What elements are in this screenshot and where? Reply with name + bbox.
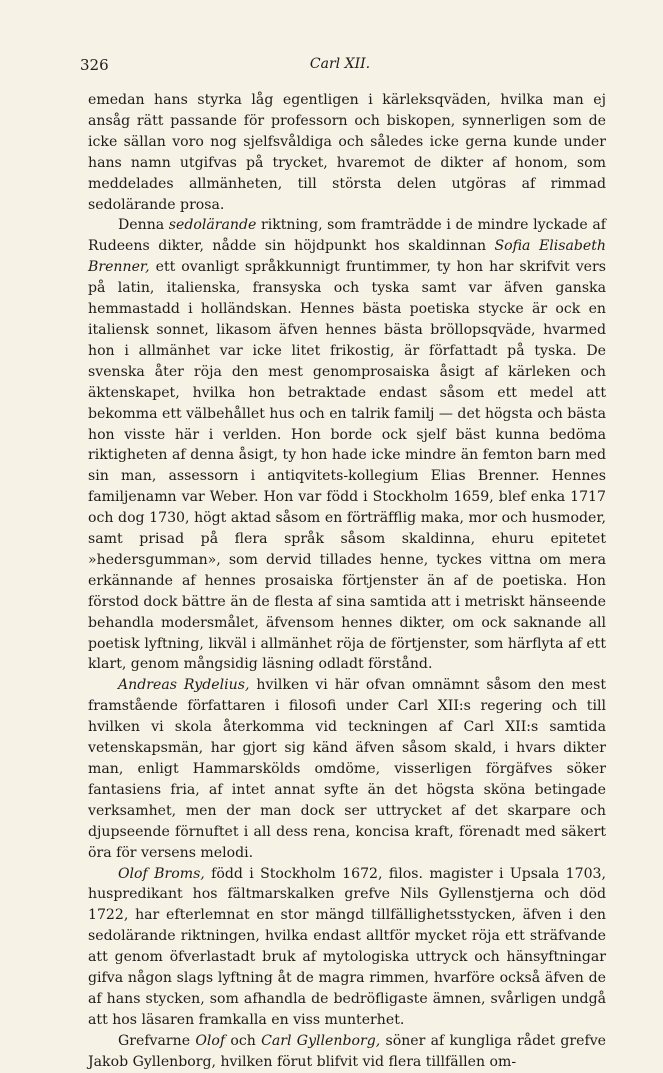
text-segment: Grefvarne: [118, 1032, 196, 1049]
text-segment: hvilken vi här ofvan omnämnt såsom den mest framstående författaren i filosofi under Carl XII:s regering och till hvilken vi skola återkomma vid teckningen af Carl XII:s samtida vetenskapsmän, har gjort sig känd äfven såsom skald, i hvars dikter man, enligt Hammarskölds omdöme, visserligen förgäfves söker fantasiens fria, af intet annat syfte än det högsta sköna betingade verksamhet, men der man dock ser uttrycket af det skarpare och djupseende förnuftet i all dess rena, koncisa kraft, förenadt med säkert öra för versens melodi.: [88, 677, 607, 861]
paragraph: [88, 675, 606, 863]
text-segment: född i Stockholm 1672, filos. magister i Upsala 1703, huspredikant hos fältmarskalken grefve Nils Gyllenstjerna och död 1722, har efterlemnat en stor mängd tillfällighetsstycken, äfven i den sedolärande riktningen, hvilka endast alltför mycket röja ett sträfvande att genom öfverlastadt bruk af mytologiska uttryck och hänsyftningar gifva någon slags lyftning åt de magra rimmen, hvarföre också äfven de af hans stycken, som afhandla de bedröfligaste ämnen, svårligen undgå att hos läsaren framkalla en viss munterhet.: [88, 865, 606, 1028]
paragraph: [88, 864, 606, 1031]
paragraph: [88, 90, 606, 215]
italic-term: sedolärande: [168, 217, 257, 234]
person-name: Andreas Rydelius,: [118, 677, 250, 694]
person-name: Olof: [195, 1032, 226, 1049]
text-segment: söner af kungliga rådet grefve Jakob Gyllenborg, hvilken förut blifvit vid flera tillfällen om-: [88, 1032, 606, 1070]
running-title: Carl XII.: [309, 56, 371, 72]
person-name: Sofia Elisabeth Brenner,: [88, 238, 606, 276]
text-segment: emedan hans styrka låg egentligen i kärleksqväden, hvilka man ej ansåg rätt passande för professorn och biskopen, synnerligen som de icke sällan voro nog sjelfsvåldiga och således icke gerna kunde under hans namn utgifvas på trycket, hvaremot de dikter af honom, som meddelades allmänheten, till största delen utgöras af rimmad sedolärande prosa.: [88, 92, 606, 213]
text-segment: Denna: [118, 217, 169, 234]
paragraph: [88, 1031, 606, 1073]
text-segment: riktning, som framträdde i de mindre lyckade af Rudeens dikter, nådde sin höjdpunkt hos skaldinnan: [88, 217, 606, 255]
text-segment: och: [225, 1032, 262, 1049]
body-text: [88, 90, 606, 1073]
paragraph: [88, 215, 606, 675]
page-header: [80, 56, 600, 78]
person-name: Carl Gyllenborg,: [261, 1032, 381, 1049]
person-name: Olof Broms,: [118, 865, 205, 882]
page-number: 326: [80, 56, 109, 74]
text-segment: ett ovanligt språkkunnigt fruntimmer, ty hon har skrifvit vers på latin, italienska, fransyska och tyska samt var äfven ganska hemmastadd i holländskan. Hennes bästa poetiska stycke är ock en italiensk sonnet, likasom äfven hennes bästa bröllopsqväde, hvarmed hon i allmänhet var icke litet frikostig, är författadt på tyska. De svenska åter röja den mest genomprosaiska åsigt af kärleken och äktenskapet, hvilka hon betraktade endast såsom ett medel att bekomma ett välbehållet hus och en talrik familj — det högsta och bästa hon visste här i verlden. Hon borde ock sjelf bäst kunna bedöma riktigheten af denna åsigt, ty hon hade icke mindre än femton barn med sin man, assessorn i antiqvitets-kollegium Elias Brenner. Hennes familjenamn var Weber. Hon var född i Stockholm 1659, blef enka 1717 och dog 1730, högt aktad såsom en förträfflig maka, mor och husmoder, samt prisad på flera språk såsom skaldinna, ehuru epitetet »hedersgumman», som dervid tillades henne, tyckes vittna om mera erkännande af hennes prosaiska förtjenster än af de poetiska. Hon förstod dock bättre än de flesta af sina samtida att i metriskt hänseende behandla modersmålet, äfvensom hennes dikter, om ock saknande all poetisk lyftning, likväl i allmänhet röja de förtjenster, som härflyta af ett klart, genom mångsidig läsning odladt förstånd.: [88, 259, 606, 673]
